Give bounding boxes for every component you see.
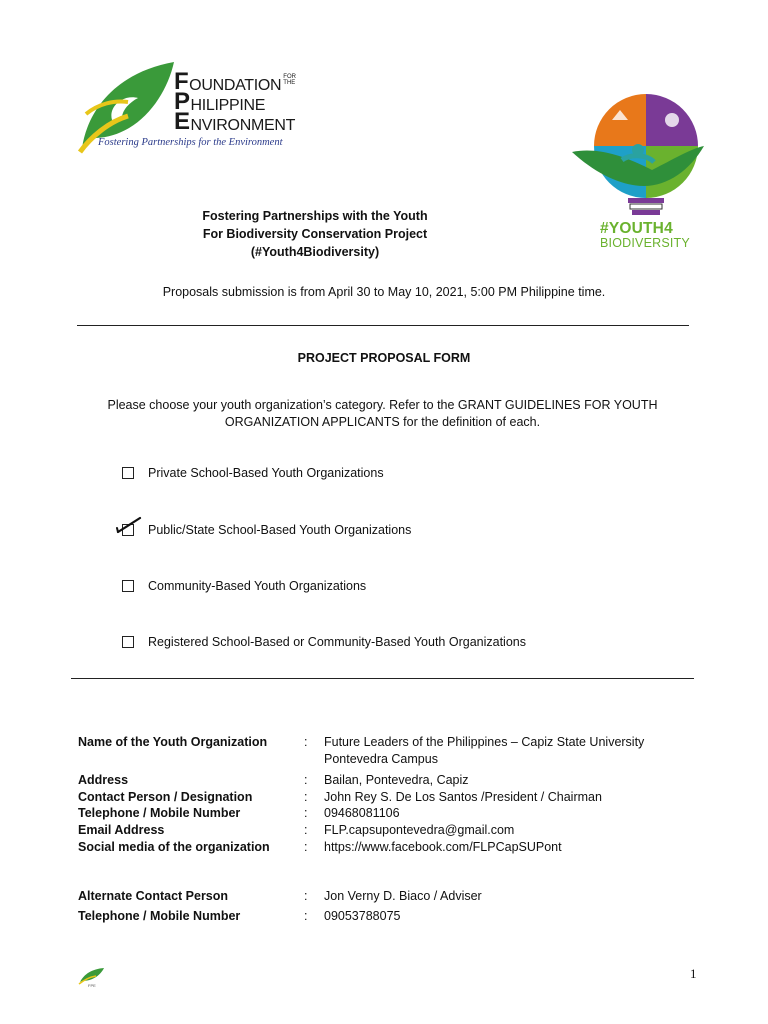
info-value: https://www.facebook.com/FLPCapSUPont bbox=[324, 840, 562, 854]
category-instructions: Please choose your youth organization’s category. Refer to the GRANT GUIDELINES FOR YOUTH ORGANIZATION APPLICANTS for the definition of each. bbox=[107, 398, 658, 429]
category-option-community[interactable] bbox=[122, 577, 366, 595]
divider bbox=[71, 678, 694, 679]
wordmark-p: P bbox=[174, 88, 190, 115]
info-label: Contact Person / Designation bbox=[78, 790, 253, 804]
leaf-icon bbox=[78, 966, 106, 988]
category-label: Public/State School-Based Youth Organizations bbox=[148, 523, 412, 537]
category-option-private[interactable] bbox=[122, 464, 384, 482]
wordmark-f: F bbox=[174, 68, 189, 95]
title-line-3: (#Youth4Biodiversity) bbox=[250, 245, 380, 259]
project-title bbox=[150, 207, 480, 261]
info-label: Alternate Contact Person bbox=[78, 889, 229, 903]
category-option-public[interactable] bbox=[122, 521, 411, 539]
fpe-logo bbox=[78, 58, 318, 154]
form-title: PROJECT PROPOSAL FORM bbox=[297, 351, 471, 365]
info-colon: : bbox=[304, 889, 308, 903]
check-mark-icon bbox=[116, 516, 142, 536]
info-row-org-name bbox=[78, 734, 698, 768]
wordmark-for-the: FOR THE bbox=[283, 74, 296, 86]
info-label: Address bbox=[78, 773, 129, 787]
fpe-tagline: Fostering Partnerships for the Environment bbox=[98, 137, 283, 148]
biodiversity-word: BIODIVERSITY bbox=[600, 236, 690, 250]
category-label: Private School-Based Youth Organizations bbox=[148, 466, 384, 480]
info-colon: : bbox=[304, 790, 308, 804]
info-colon: : bbox=[304, 806, 308, 820]
category-checkbox[interactable] bbox=[122, 636, 134, 648]
category-checkbox-checked[interactable] bbox=[122, 524, 134, 536]
wordmark-environment: NVIRONMENT bbox=[190, 117, 296, 134]
category-label: Community-Based Youth Organizations bbox=[148, 579, 367, 593]
info-label: Telephone / Mobile Number bbox=[78, 909, 241, 923]
info-value: 09053788075 bbox=[324, 909, 401, 923]
category-checkbox[interactable] bbox=[122, 580, 134, 592]
info-colon: : bbox=[304, 735, 308, 749]
footer-logo-text: FPE bbox=[88, 983, 96, 988]
info-value: FLP.capsupontevedra@gmail.com bbox=[324, 823, 515, 837]
info-value: Bailan, Pontevedra, Capiz bbox=[324, 773, 469, 787]
info-label: Name of the Youth Organization bbox=[78, 735, 268, 749]
category-label: Registered School-Based or Community-Based Youth Organizations bbox=[148, 635, 526, 649]
youth4-hashtag: #YOUTH4 bbox=[600, 220, 673, 237]
info-colon: : bbox=[304, 823, 308, 837]
wordmark-e: E bbox=[174, 108, 190, 135]
title-line-1: Fostering Partnerships with the Youth bbox=[202, 209, 428, 223]
page-number: 1 bbox=[690, 966, 697, 981]
info-colon: : bbox=[304, 840, 308, 854]
divider bbox=[77, 325, 689, 326]
info-label: Email Address bbox=[78, 823, 165, 837]
info-value: 09468081106 bbox=[324, 806, 400, 820]
title-line-2: For Biodiversity Conservation Project bbox=[202, 227, 428, 241]
info-colon: : bbox=[304, 773, 308, 787]
info-colon: : bbox=[304, 909, 308, 923]
info-value: Future Leaders of the Philippines – Capiz State University Pontevedra Campus bbox=[324, 735, 645, 766]
youth4biodiversity-logo bbox=[572, 90, 706, 255]
category-option-registered[interactable] bbox=[122, 633, 526, 651]
biodiversity-bulb-icon bbox=[572, 90, 706, 218]
wordmark-philippine: HILIPPINE bbox=[190, 97, 266, 114]
info-label: Telephone / Mobile Number bbox=[78, 806, 241, 820]
info-label: Social media of the organization bbox=[78, 840, 270, 854]
submission-note: Proposals submission is from April 30 to May 10, 2021, 5:00 PM Philippine time. bbox=[162, 285, 606, 299]
info-value: Jon Verny D. Biaco / Adviser bbox=[324, 889, 482, 903]
info-value: John Rey S. De Los Santos /President / Chairman bbox=[324, 790, 602, 804]
footer-fpe-logo bbox=[78, 966, 106, 988]
fpe-wordmark bbox=[174, 68, 319, 135]
category-checkbox[interactable] bbox=[122, 467, 134, 479]
wordmark-foundation: OUNDATION bbox=[189, 77, 282, 94]
